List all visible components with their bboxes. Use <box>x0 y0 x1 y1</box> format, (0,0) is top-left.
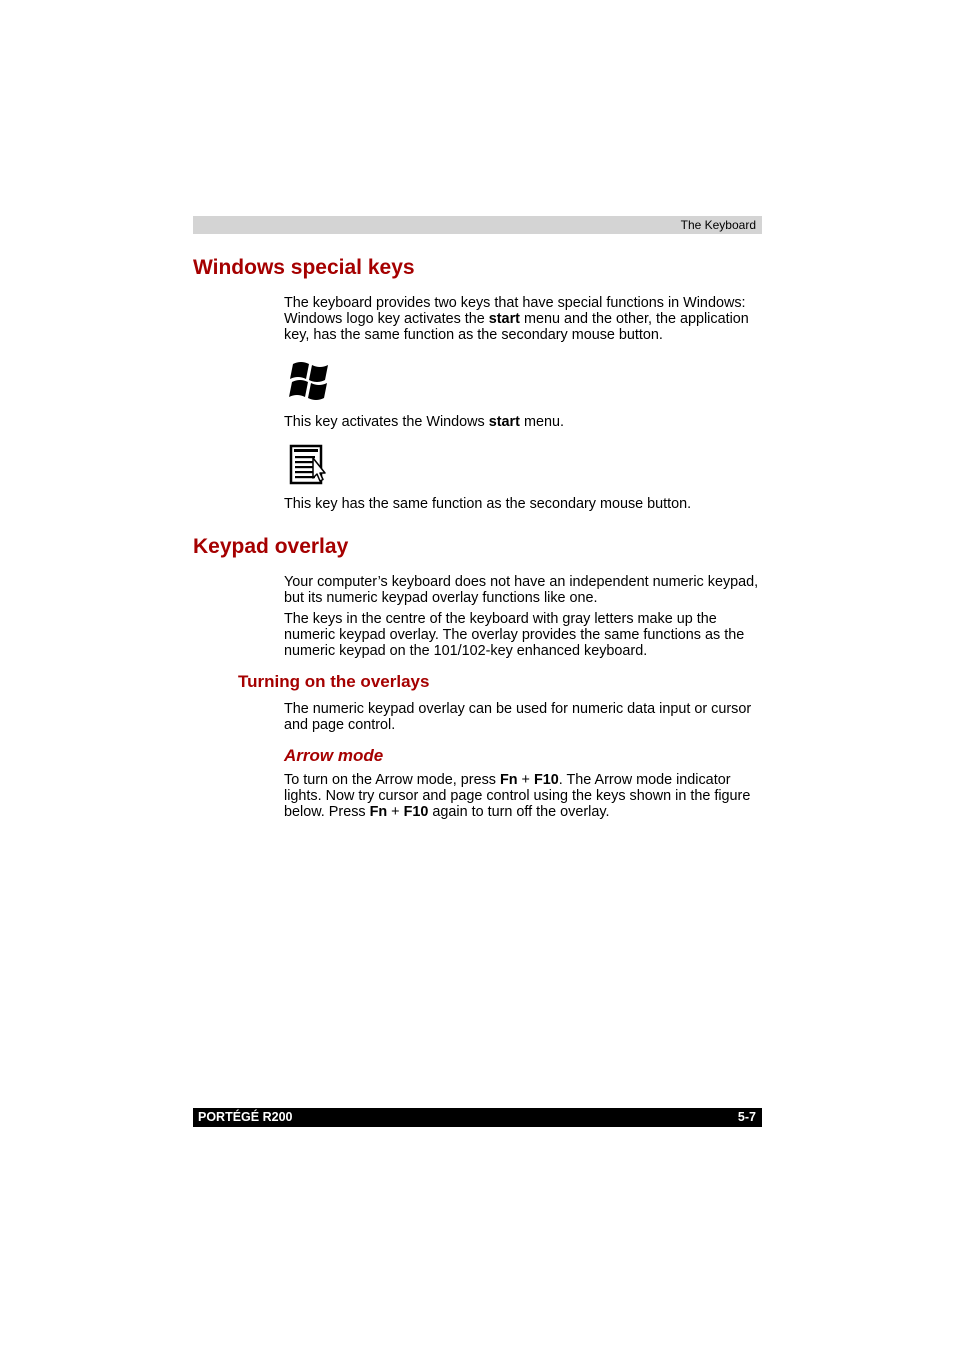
key-f10-2: F10 <box>403 804 429 820</box>
intro-text-a: The keyboard provides two keys that have special functions in Windows: Windows logo key activates the <box>284 295 746 327</box>
running-header <box>193 216 762 234</box>
heading-keypad-overlay: Keypad overlay <box>193 535 349 558</box>
application-key-icon <box>289 444 329 486</box>
keypad-para-1: Your computer’s keyboard does not have an independent numeric keypad, but its numeric keypad overlay functions like one. <box>284 574 759 606</box>
windows-keys-intro <box>284 295 764 343</box>
footer-page-number: 5-7 <box>737 1110 756 1124</box>
key-fn-2: Fn <box>369 804 388 820</box>
heading-windows-special-keys: Windows special keys <box>193 256 415 279</box>
key-f10: F10 <box>533 772 559 788</box>
windows-logo-icon <box>287 360 335 402</box>
plus-sign-2: + <box>387 804 404 820</box>
heading-turning-on-overlays: Turning on the overlays <box>238 672 430 691</box>
app-key-description: This key has the same function as the secondary mouse button. <box>284 496 692 512</box>
plus-sign: + <box>517 772 534 788</box>
logo-key-description <box>284 414 764 430</box>
arrow-text-c: again to turn off the overlay. <box>428 804 610 820</box>
turning-on-para: The numeric keypad overlay can be used for numeric data input or cursor and page control. <box>284 701 752 733</box>
intro-start-bold: start <box>488 311 520 327</box>
heading-arrow-mode: Arrow mode <box>284 746 384 765</box>
footer-product-name: PORTÉGÉ R200 <box>198 1110 293 1124</box>
arrow-text-a: To turn on the Arrow mode, press <box>284 772 500 788</box>
header-section-title: The Keyboard <box>680 218 756 232</box>
arrow-text-b: . The Arrow mode indicator lights. Now try cursor and page control using the keys shown in the figure below. Press <box>284 772 751 820</box>
logo-desc-start-bold: start <box>488 414 520 430</box>
keypad-para-2: The keys in the centre of the keyboard with gray letters make up the numeric keypad overlay. The overlay provides the same functions as the numeric keypad on the 101/102-key enhanced keyboard. <box>284 611 745 659</box>
logo-desc-c: menu. <box>519 414 564 430</box>
logo-desc-a: This key activates the Windows <box>284 414 489 430</box>
arrow-mode-text <box>284 772 764 820</box>
key-fn: Fn <box>499 772 518 788</box>
intro-text-c: menu and the other, the application key, has the same function as the secondary mouse button. <box>284 311 749 343</box>
running-footer <box>193 1108 762 1127</box>
